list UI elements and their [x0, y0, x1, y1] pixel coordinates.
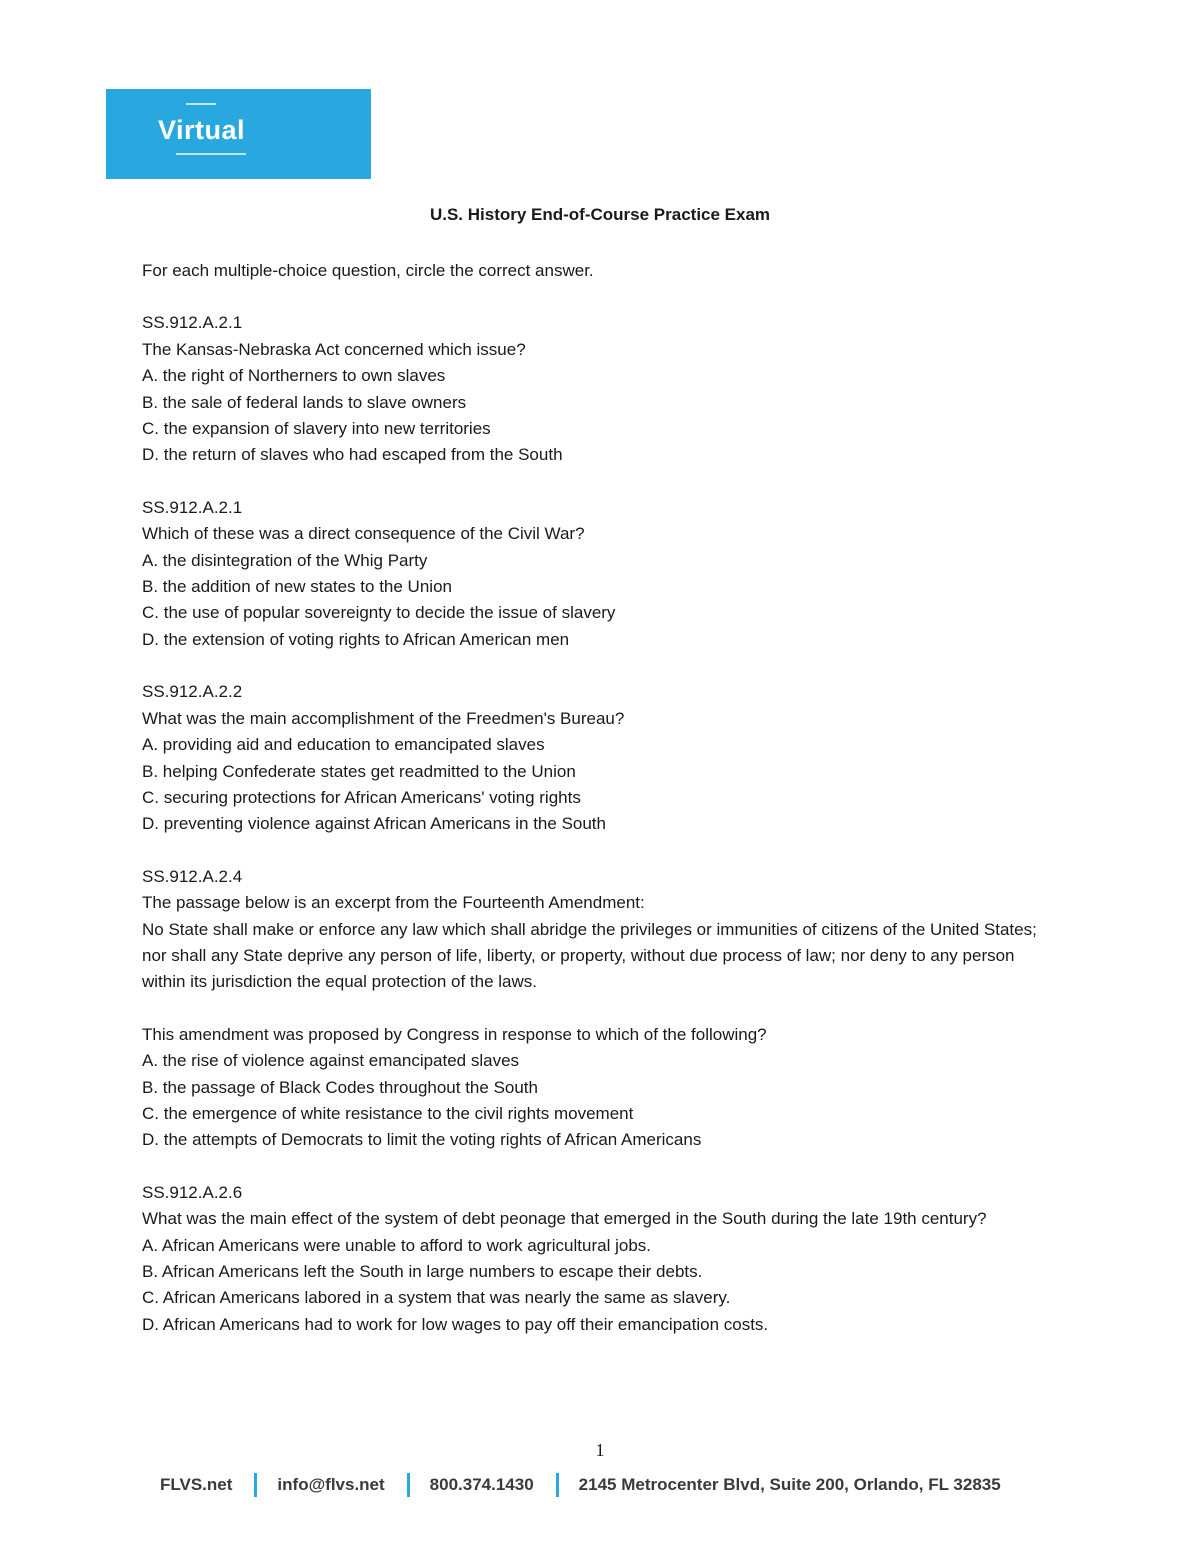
- answer-option[interactable]: A. African Americans were unable to afford to work agricultural jobs.: [142, 1235, 651, 1255]
- standard-code: SS.912.A.2.4: [142, 866, 243, 886]
- footer-divider: [556, 1473, 559, 1497]
- question-2: [142, 495, 1062, 653]
- answer-option[interactable]: C. the emergence of white resistance to the civil rights movement: [142, 1103, 634, 1123]
- answer-option[interactable]: A. the rise of violence against emancipated slaves: [142, 1051, 520, 1071]
- exam-content: [142, 258, 1062, 1364]
- standard-code: SS.912.A.2.1: [142, 497, 243, 517]
- logo-underline: [176, 153, 246, 155]
- answer-option[interactable]: A. the disintegration of the Whig Party: [142, 550, 428, 570]
- footer: [160, 1472, 1001, 1498]
- answer-option[interactable]: B. the sale of federal lands to slave owners: [142, 392, 467, 412]
- instruction: For each multiple-choice question, circle the correct answer.: [142, 261, 594, 280]
- answer-option[interactable]: A. the right of Northerners to own slaves: [142, 366, 446, 386]
- question-1: [142, 310, 1062, 468]
- standard-code: SS.912.A.2.2: [142, 682, 243, 702]
- question-stem: What was the main effect of the system of debt peonage that emerged in the South during the late 19th century?: [142, 1209, 987, 1229]
- answer-option[interactable]: C. securing protections for African Americans' voting rights: [142, 787, 581, 807]
- page-title: U.S. History End-of-Course Practice Exam: [429, 205, 771, 224]
- amendment-passage: No State shall make or enforce any law which shall abridge the privileges or immunities of citizens of the United States; nor shall any State deprive any person of life, liberty, or property, without due process of law; nor deny to any person within its jurisdiction the equal protection of the laws.: [142, 919, 1037, 992]
- answer-option[interactable]: A. providing aid and education to emancipated slaves: [142, 735, 545, 755]
- answer-option[interactable]: D. African Americans had to work for low wages to pay off their emancipation costs.: [142, 1314, 769, 1334]
- question-stem: Which of these was a direct consequence of the Civil War?: [142, 524, 585, 544]
- footer-email[interactable]: info@flvs.net: [277, 1475, 385, 1494]
- answer-option[interactable]: D. the extension of voting rights to African American men: [142, 629, 570, 649]
- page-number: 1: [595, 1440, 605, 1460]
- answer-option[interactable]: B. African Americans left the South in large numbers to escape their debts.: [142, 1262, 703, 1281]
- answer-option[interactable]: D. the attempts of Democrats to limit the voting rights of African Americans: [142, 1130, 702, 1150]
- logo-text: Virtual: [158, 115, 246, 145]
- footer-divider: [254, 1473, 257, 1497]
- answer-option[interactable]: B. the addition of new states to the Union: [142, 577, 452, 597]
- question-5: [142, 1180, 1062, 1338]
- answer-option[interactable]: C. the expansion of slavery into new territories: [142, 419, 491, 439]
- logo: [106, 89, 371, 179]
- answer-option[interactable]: B. helping Confederate states get readmitted to the Union: [142, 761, 576, 781]
- question-stem: The Kansas-Nebraska Act concerned which issue?: [142, 339, 526, 359]
- standard-code: SS.912.A.2.1: [142, 313, 243, 333]
- footer-divider: [407, 1473, 410, 1497]
- standard-code: SS.912.A.2.6: [142, 1182, 243, 1202]
- question-4: [142, 864, 1062, 1154]
- answer-option[interactable]: C. African Americans labored in a system that was nearly the same as slavery.: [142, 1288, 731, 1308]
- answer-option[interactable]: C. the use of popular sovereignty to decide the issue of slavery: [142, 603, 616, 623]
- question-prompt: This amendment was proposed by Congress in response to which of the following?: [142, 1024, 767, 1044]
- question-3: [142, 679, 1062, 837]
- answer-option[interactable]: B. the passage of Black Codes throughout the South: [142, 1077, 538, 1097]
- question-stem: What was the main accomplishment of the Freedmen's Bureau?: [142, 708, 625, 728]
- footer-phone: 800.374.1430: [429, 1475, 534, 1494]
- footer-address: 2145 Metrocenter Blvd, Suite 200, Orlando, FL 32835: [578, 1475, 1001, 1494]
- logo-mark: [186, 103, 216, 105]
- spacer: [142, 996, 1062, 1022]
- answer-option[interactable]: D. the return of slaves who had escaped from the South: [142, 445, 563, 465]
- question-stem: The passage below is an excerpt from the Fourteenth Amendment:: [142, 893, 645, 913]
- answer-option[interactable]: D. preventing violence against African Americans in the South: [142, 814, 606, 834]
- footer-website[interactable]: FLVS.net: [160, 1475, 233, 1494]
